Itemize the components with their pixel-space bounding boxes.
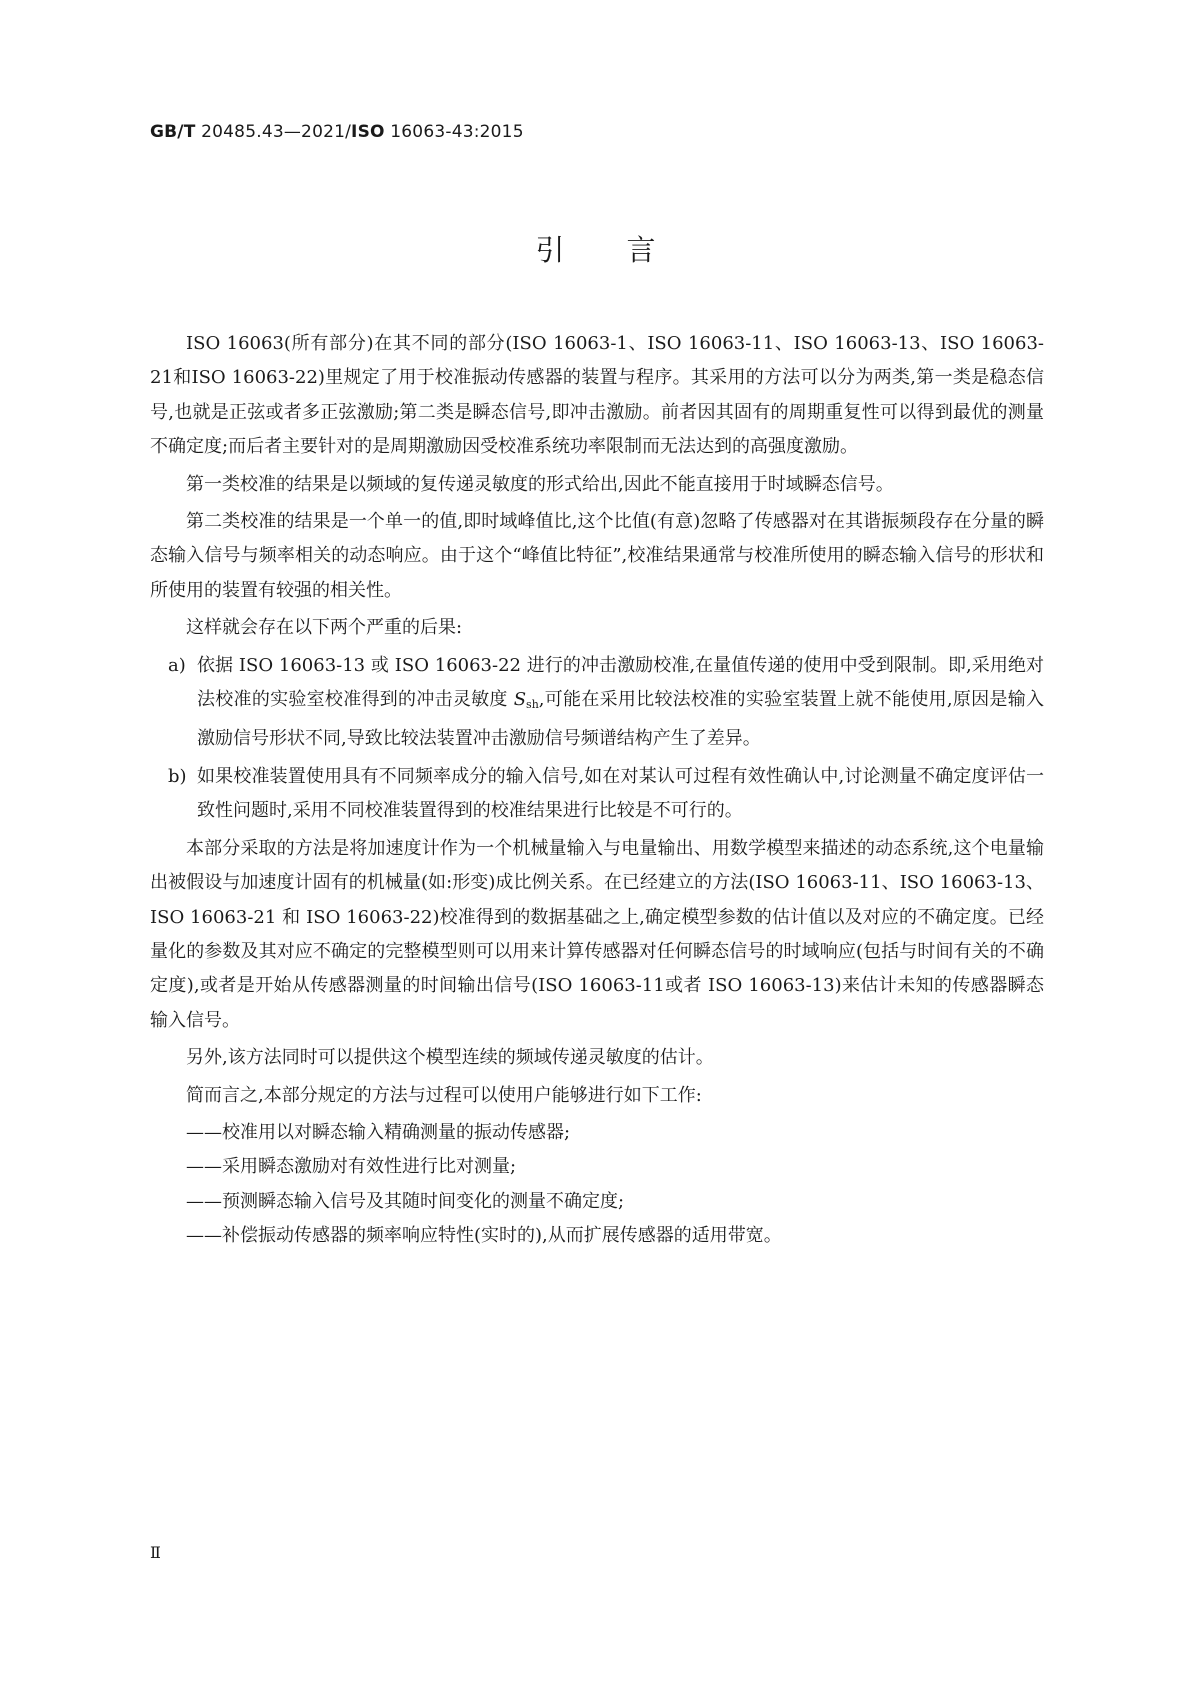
sensitivity-subscript: sh (526, 698, 539, 712)
list-item-a-text-after: ,可能在采用比较法校准的实验室装置上就不能使用,原因是输入激励信号形状不同,导致比较法装置冲击激励信号频谱结构产生了差异。 (197, 689, 1044, 750)
paragraph-1: ISO 16063(所有部分)在其不同的部分(ISO 16063-1、ISO 16063-11、ISO 16063-13、ISO 16063-21和ISO 16063-22)里规定了用于校准振动传感器的装置与程序。其采用的方法可以分为两类,第一类是稳态信号,也就是正弦或者多正弦激励;第二类是瞬态信号,即冲击激励。前者因其固有的周期重复性可以得到最优的测量不确定度;而后者主要针对的是周期激励因受校准系统功率限制而无法达到的高强度激励。 (150, 333, 1044, 458)
paragraph-5: 本部分采取的方法是将加速度计作为一个机械量输入与电量输出、用数学模型来描述的动态系统,这个电量输出被假设与加速度计固有的机械量(如:形变)成比例关系。在已经建立的方法(ISO 16063-11、ISO 16063-13、ISO 16063-21 和 ISO 16063-22)校准得到的数据基础之上,确定模型参数的估计值以及对应的不确定度。已经量化的参数及其对应不确定的完整模型则可以用来计算传感器对任何瞬态信号的时域响应(包括与时间有关的不确定度),或者是开始从传感器测量的时间输出信号(ISO 16063-11或者 ISO 16063-13)来估计未知的传感器瞬态输入信号。 (150, 837, 1044, 1031)
header-code-gbt: GB/T (150, 122, 196, 142)
header-code-iso-number: 16063-43:2015 (384, 122, 524, 142)
list-marker-a: a) (168, 654, 186, 676)
paragraph-7: 简而言之,本部分规定的方法与过程可以使用户能够进行如下工作: (186, 1084, 702, 1106)
sensitivity-symbol: S (513, 689, 527, 711)
list-item-a (150, 649, 1044, 757)
header-code-iso: ISO (351, 122, 385, 142)
paragraph-4: 这样就会存在以下两个严重的后果: (186, 617, 463, 639)
document-code-header (150, 122, 524, 142)
dash-item-2: ——采用瞬态激励对有效性进行比对测量; (186, 1156, 517, 1178)
paragraph-3: 第二类校准的结果是一个单一的值,即时域峰值比,这个比值(有意)忽略了传感器对在其谐振频段存在分量的瞬态输入信号与频率相关的动态响应。由于这个“峰值比特征”,校准结果通常与校准所使用的瞬态输入信号的形状和所使用的装置有较强的相关性。 (150, 511, 1044, 601)
dash-item-4: ——补偿振动传感器的频率响应特性(实时的),从而扩展传感器的适用带宽。 (186, 1225, 782, 1247)
paragraph-2: 第一类校准的结果是以频域的复传递灵敏度的形式给出,因此不能直接用于时域瞬态信号。 (186, 473, 894, 495)
list-item-a-text-before: 依据 ISO 16063-13 或 ISO 16063-22 进行的冲击激励校准,在量值传递的使用中受到限制。即,采用绝对法校准的实验室校准得到的冲击灵敏度 (197, 654, 1044, 711)
page-title: 引言 (535, 233, 718, 267)
dash-item-3: ——预测瞬态输入信号及其随时间变化的测量不确定度; (186, 1190, 625, 1212)
dash-item-1: ——校准用以对瞬态输入精确测量的振动传感器; (186, 1121, 571, 1143)
page-number: Ⅱ (150, 1543, 161, 1562)
header-code-number: 20485.43—2021/ (195, 122, 352, 142)
document-body (150, 327, 1044, 1254)
list-item-b (150, 760, 1044, 829)
list-marker-b: b) (168, 765, 187, 787)
paragraph-6: 另外,该方法同时可以提供这个模型连续的频域传递灵敏度的估计。 (186, 1047, 714, 1069)
list-item-b-text: 如果校准装置使用具有不同频率成分的输入信号,如在对某认可过程有效性确认中,讨论测量不确定度评估一致性问题时,采用不同校准装置得到的校准结果进行比较是不可行的。 (197, 765, 1044, 822)
